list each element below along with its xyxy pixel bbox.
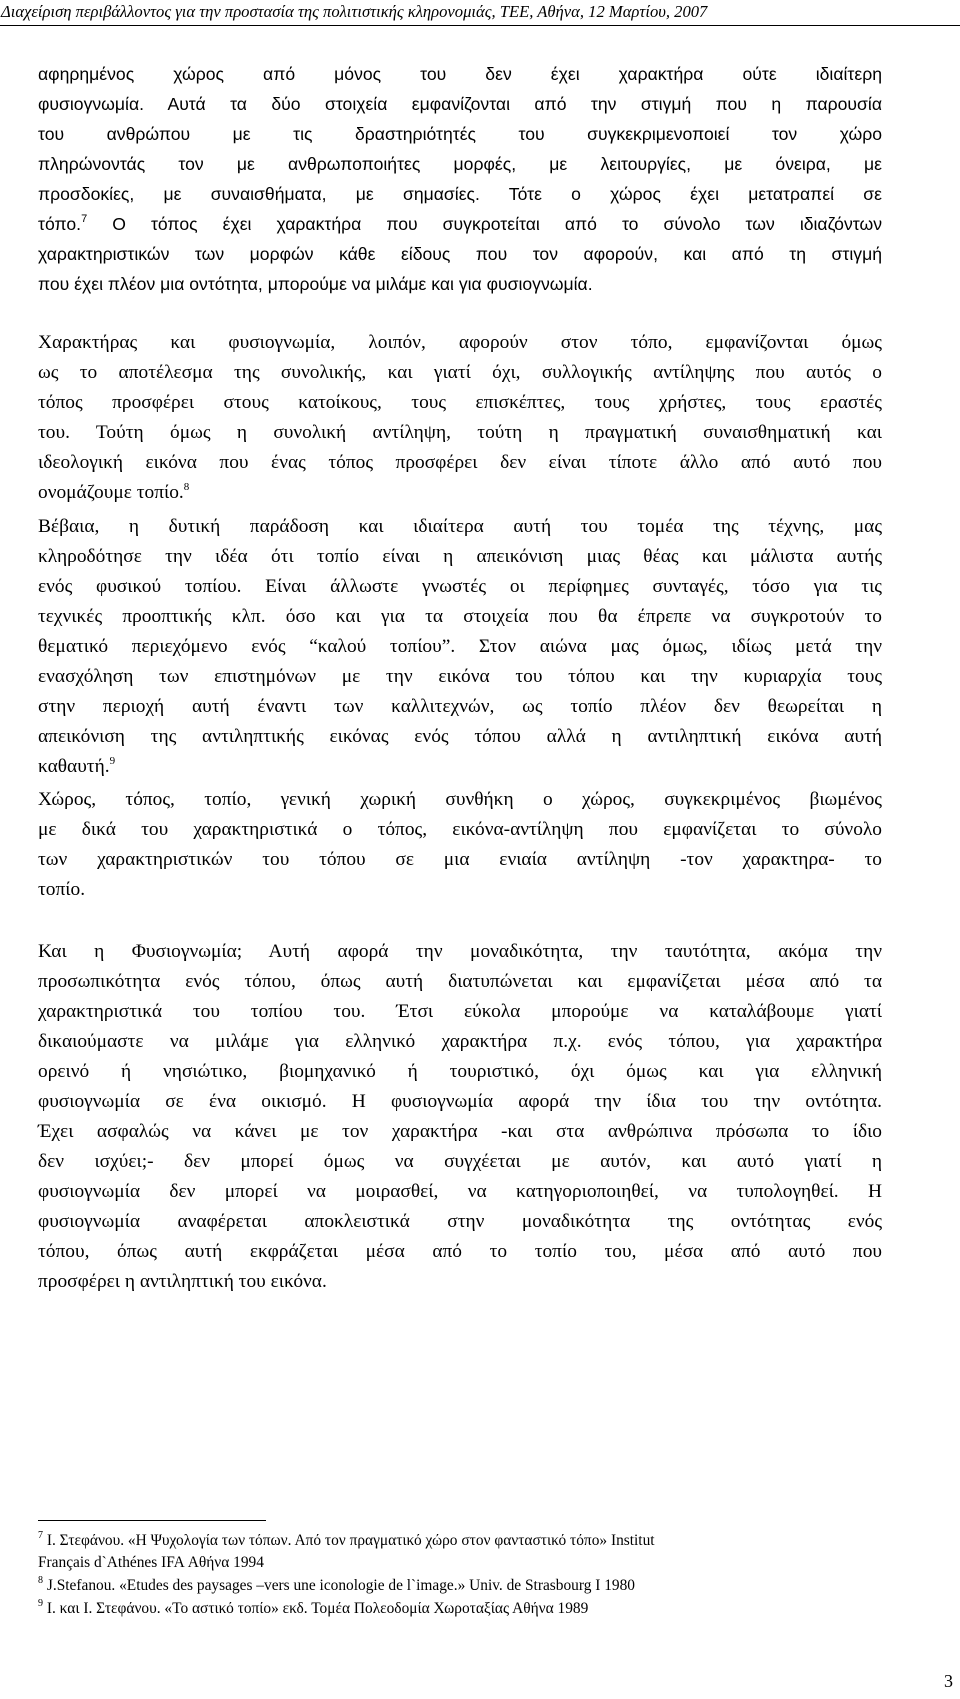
text-line xyxy=(38,785,882,815)
line-text: ως το αποτέλεσμα της συνολικής, και γιατί όχι, συλλογικής αντίληψης που αυτός ο xyxy=(38,362,882,383)
line-text: τόπος προσφέρει στους κατοίκους, τους επισκέπτες, τους χρήστες, τους εραστές xyxy=(38,392,882,413)
footnote xyxy=(38,1599,882,1619)
text-line xyxy=(38,179,882,209)
line-text: φυσιογνωμία σε ένα οικισμό. Η φυσιογνωμία αφορά την ίδια του την οντότητα. xyxy=(38,1091,882,1112)
line-text: απεικόνιση της αντιληπτικής εικόνας ενός τόπου αλλά η αντιληπτική εικόνα αυτή xyxy=(38,726,882,747)
line-text: Έχει ασφαλώς να κάνει με τον χαρακτήρα -και στα ανθρώπινα πρόσωπα το ίδιο xyxy=(38,1121,882,1142)
text-line xyxy=(38,632,882,662)
text-line xyxy=(38,1237,882,1267)
text-line xyxy=(38,1027,882,1057)
line-text: πληρώνοντάς τον με ανθρωποποιήτες μορφές, με λειτουργίες, με όνειρα, με xyxy=(38,154,882,174)
line-text: που έχει πλέον μια οντότητα, μπορούμε να μιλάμε και για φυσιογνωμία. xyxy=(38,274,593,294)
footnote-number: 7 xyxy=(38,1530,43,1541)
text-line xyxy=(38,937,882,967)
footnote-ref[interactable]: 8 xyxy=(183,481,190,493)
line-text: με δικά του χαρακτηριστικά ο τόπος, εικόνα-αντίληψη που εμφανίζεται το σύνολο xyxy=(38,819,882,840)
footnote-text: Ι. και Ι. Στεφάνου. «Το αστικό τοπίο» εκδ. Τομέα Πολεοδομία Χωροταξίας Αθήνα 1989 xyxy=(46,1600,589,1617)
text-line xyxy=(38,1177,882,1207)
footnote-number: 9 xyxy=(38,1598,43,1609)
line-text: καθαυτή. xyxy=(38,756,110,777)
text-line xyxy=(38,967,882,997)
footnote-ref[interactable]: 9 xyxy=(109,755,116,767)
text-line xyxy=(38,875,882,905)
line-text: Χαρακτήρας και φυσιογνωμία, λοιπόν, αφορούν στον τόπο, εμφανίζονται όμως xyxy=(38,332,882,353)
line-text: των χαρακτηριστικών του τόπου σε μια ενιαία αντίληψη -τον χαρακτηρα- το xyxy=(38,849,882,870)
text-line xyxy=(38,997,882,1027)
line-text: τόπου, όπως αυτή εκφράζεται μέσα από το τοπίο του, μέσα από αυτό που xyxy=(38,1241,882,1262)
text-line xyxy=(38,328,882,358)
text-line xyxy=(38,59,882,89)
text-line xyxy=(38,752,882,782)
footnote-text: Ι. Στεφάνου. «Η Ψυχολογία των τόπων. Από τον πραγματικό χώρο στον φανταστικό τόπο» Institut xyxy=(46,1532,655,1549)
line-text: δεν ισχύει;- δεν μπορεί όμως να συγχέεται με αυτόν, και αυτό γιατί η xyxy=(38,1151,882,1172)
line-text: τεχνικές προοπτικής κλπ. όσο και για τα στοιχεία που θα έπρεπε να συγκροτούν το xyxy=(38,606,882,627)
text-line xyxy=(38,209,882,239)
text-line xyxy=(38,1267,882,1297)
line-text: φυσιογνωμία δεν μπορεί να μοιρασθεί, να κατηγοριοποιηθεί, να τυπολογηθεί. Η xyxy=(38,1181,882,1202)
line-text: τόπο. xyxy=(38,214,82,234)
text-line xyxy=(38,512,882,542)
footnote xyxy=(38,1553,882,1573)
line-text: προσφέρει η αντιληπτική του εικόνα. xyxy=(38,1271,327,1292)
text-line xyxy=(38,1057,882,1087)
text-line xyxy=(38,1087,882,1117)
footnote-text: Français d`Athénes IFA Αθήνα 1994 xyxy=(38,1554,264,1571)
line-text: Χώρος, τόπος, τοπίο, γενική χωρική συνθήκη ο χώρος, συγκεκριμένος βιωμένος xyxy=(38,789,882,810)
line-text: προσωπικότητα ενός τόπου, όπως αυτή διατυπώνεται και εμφανίζεται μέσα από τα xyxy=(38,971,882,992)
text-line xyxy=(38,1207,882,1237)
line-text: θεματικό περιεχόμενο ενός “καλού τοπίου”. Στον αιώνα μας όμως, ιδίως μετά την xyxy=(38,636,882,657)
text-line xyxy=(38,358,882,388)
text-line xyxy=(38,845,882,875)
line-text: ενός φυσικού τοπίου. Είναι άλλωστε γνωστές οι περίφημες συνταγές, τόσο για τις xyxy=(38,576,882,597)
text-line xyxy=(38,149,882,179)
text-line xyxy=(38,448,882,478)
line-text: χαρακτηριστικά του τοπίου του. Έτσι εύκολα μπορούμε να καταλάβουμε γιατί xyxy=(38,1001,882,1022)
text-line xyxy=(38,692,882,722)
text-line xyxy=(38,722,882,752)
text-line xyxy=(38,388,882,418)
text-line xyxy=(38,815,882,845)
line-text: κληροδότησε την ιδέα ότι τοπίο είναι η απεικόνιση μιας θέας και μάλιστα αυτής xyxy=(38,546,882,567)
line-text: ονομάζουμε τοπίο. xyxy=(38,482,184,503)
footnote xyxy=(38,1531,882,1551)
text-line xyxy=(38,602,882,632)
line-text: τοπίο. xyxy=(38,879,86,900)
text-line xyxy=(38,542,882,572)
line-text: ενασχόληση των επιστημόνων με την εικόνα του τόπου και την κυριαρχία τους xyxy=(38,666,882,687)
line-text-after: Ο τόπος έχει χαρακτήρα που συγκροτείται από το σύνολο των ιδιαζόντων xyxy=(87,214,882,234)
footnote-text: J.Stefanou. «Etudes des paysages –vers une iconologie de l`image.» Univ. de Strasbourg I 1980 xyxy=(46,1577,636,1594)
text-line xyxy=(38,478,882,508)
footnote-ref[interactable]: 7 xyxy=(81,213,88,225)
line-text: του. Τούτη όμως η συνολική αντίληψη, τούτη η πραγματική συναισθηματική και xyxy=(38,422,882,443)
text-line xyxy=(38,662,882,692)
text-line xyxy=(38,119,882,149)
text-line xyxy=(38,1147,882,1177)
line-text: του ανθρώπου με τις δραστηριότητές του συγκεκριμενοποιεί τον χώρο xyxy=(38,124,882,144)
line-text: ιδεολογική εικόνα που ένας τόπος προσφέρει δεν είναι τίποτε άλλο από αυτό που xyxy=(38,452,882,473)
text-line xyxy=(38,572,882,602)
header-rule xyxy=(0,25,960,26)
text-line xyxy=(38,269,882,299)
line-text: φυσιογνωμία αναφέρεται αποκλειστικά στην μοναδικότητα της οντότητας ενός xyxy=(38,1211,882,1232)
line-text: αφηρημένος χώρος από μόνος του δεν έχει χαρακτήρα ούτε ιδιαίτερη xyxy=(38,64,882,84)
text-line xyxy=(38,418,882,448)
running-header: Διαχείριση περιβάλλοντος για την προστασία της πολιτιστικής κληρονομιάς, ΤΕΕ, Αθήνα, 12 Μαρτίου, 2007 xyxy=(1,2,708,21)
text-line xyxy=(38,89,882,119)
line-text: Βέβαια, η δυτική παράδοση και ιδιαίτερα αυτή του τομέα της τέχνης, μας xyxy=(38,516,882,537)
footnote xyxy=(38,1576,882,1596)
line-text: φυσιογνωμία. Αυτά τα δύο στοιχεία εμφανίζονται από την στιγμή που η παρουσία xyxy=(38,94,882,114)
footnote-rule xyxy=(38,1520,266,1521)
footnote-number: 8 xyxy=(38,1575,43,1586)
line-text: στην περιοχή αυτή έναντι των καλλιτεχνών, ως τοπίο πλέον δεν θεωρείται η xyxy=(38,696,882,717)
line-text: προσδοκίες, με συναισθήματα, με σημασίες. Τότε ο χώρος έχει μετατραπεί σε xyxy=(38,184,882,204)
line-text: χαρακτηριστικών των μορφών κάθε είδους που τον αφορούν, και από τη στιγμή xyxy=(38,244,882,264)
line-text: Και η Φυσιογνωμία; Αυτή αφορά την μοναδικότητα, την ταυτότητα, ακόμα την xyxy=(38,941,882,962)
page-number: 3 xyxy=(944,1671,953,1691)
text-line xyxy=(38,239,882,269)
line-text: ορεινό ή νησιώτικο, βιομηχανικό ή τουριστικό, όχι όμως και για ελληνική xyxy=(38,1061,882,1082)
line-text: δικαιούμαστε να μιλάμε για ελληνικό χαρακτήρα π.χ. ενός τόπου, για χαρακτήρα xyxy=(38,1031,882,1052)
text-line xyxy=(38,1117,882,1147)
